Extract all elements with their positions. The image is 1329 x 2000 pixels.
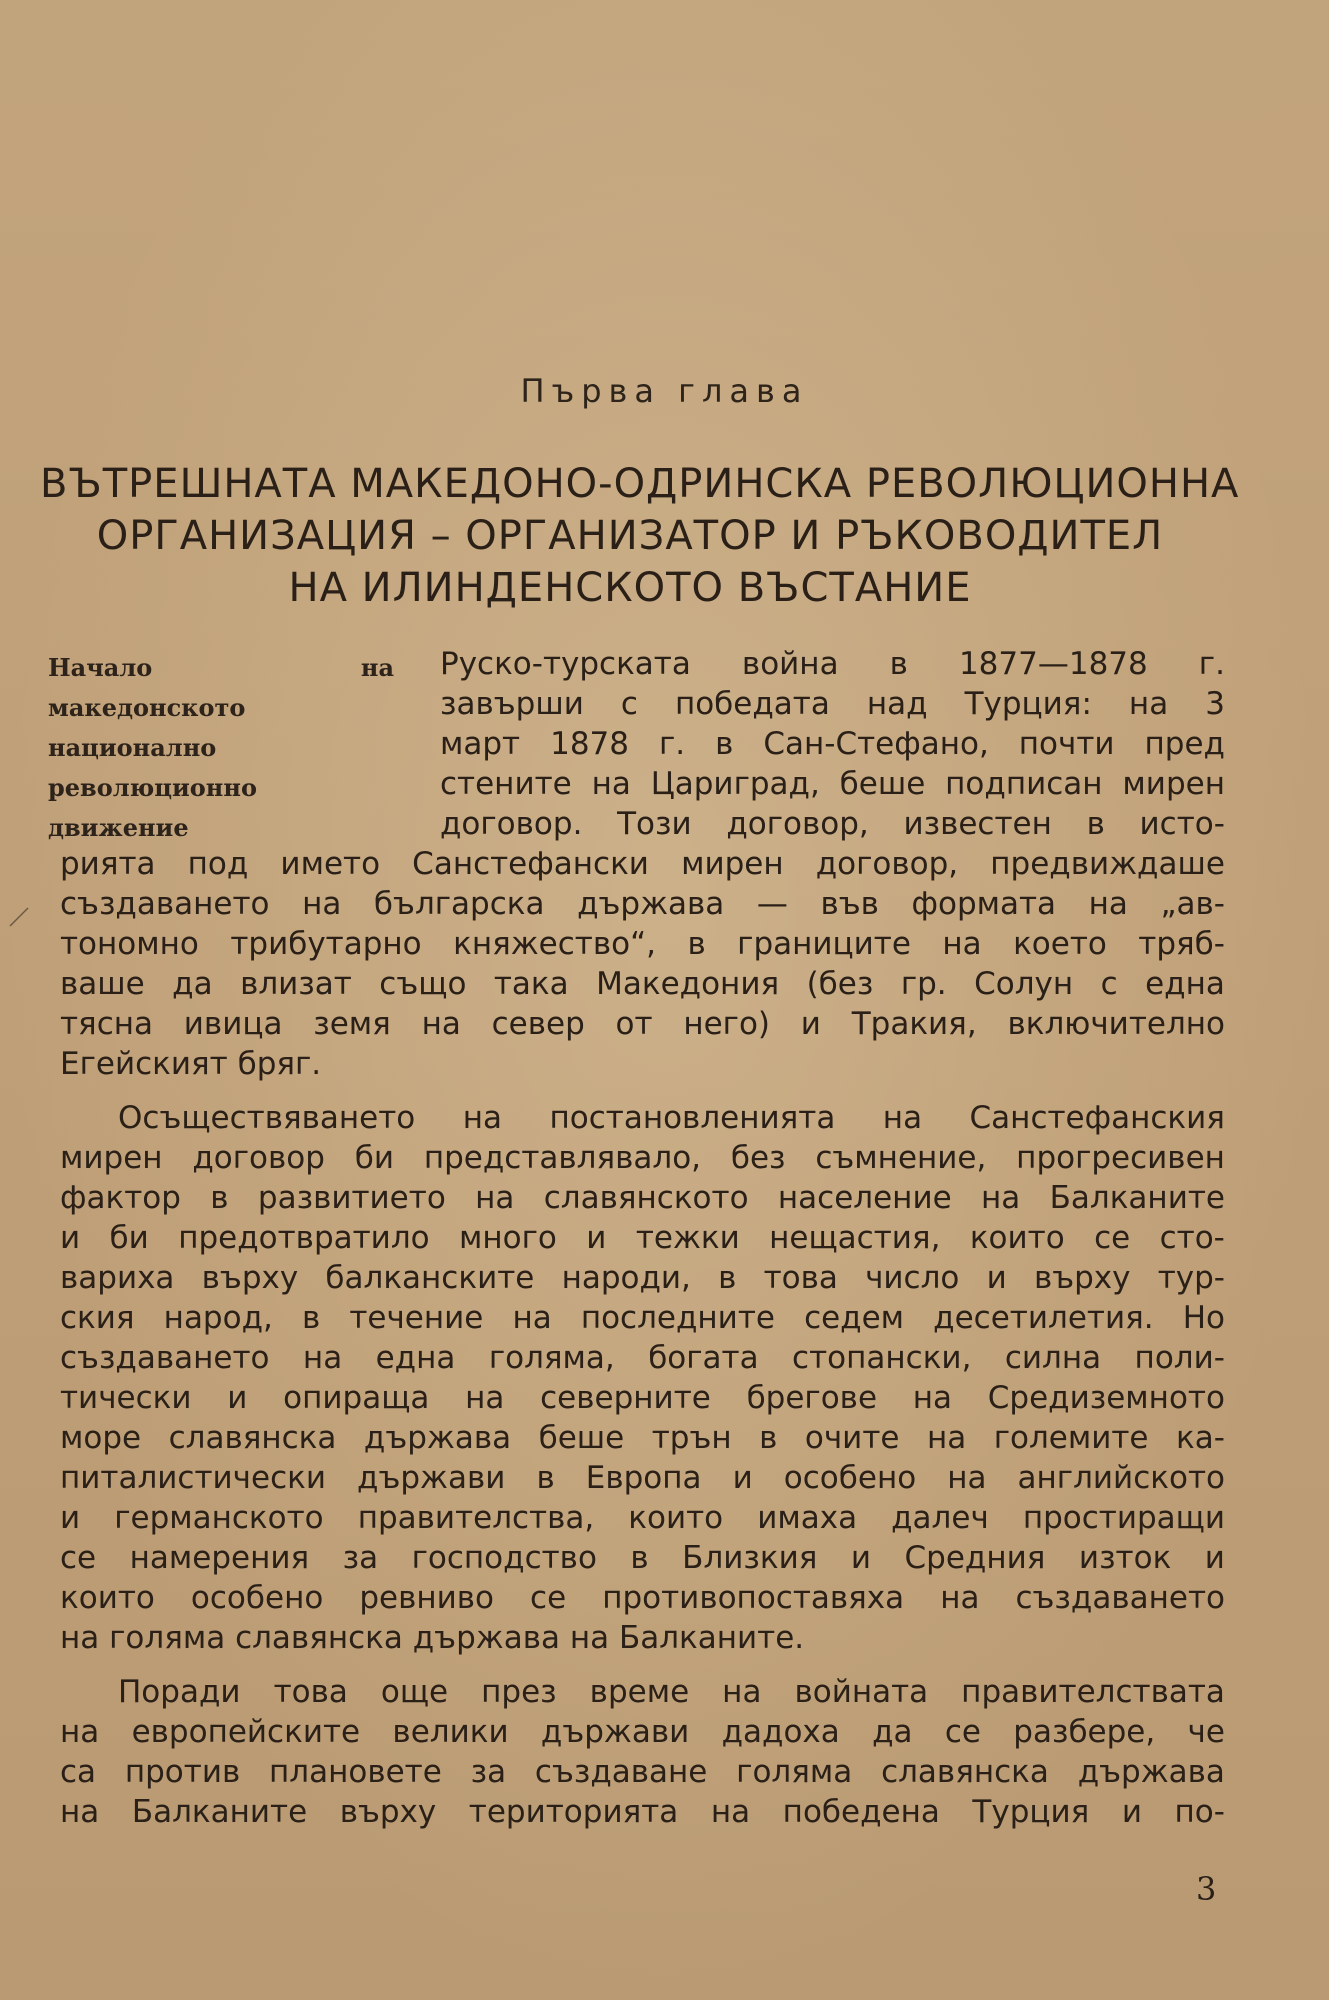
word: тряб- xyxy=(1138,926,1225,962)
text-line xyxy=(60,1420,1225,1456)
word: 1877—1878 xyxy=(958,646,1148,682)
word: разбере, xyxy=(1013,1714,1156,1750)
text-line xyxy=(60,1620,1225,1656)
word: на xyxy=(462,1100,503,1136)
word: на xyxy=(302,886,342,922)
word: народ, xyxy=(163,1300,273,1336)
text-line xyxy=(60,1180,1225,1216)
word: мирен xyxy=(1122,766,1225,802)
word: 3 xyxy=(1205,686,1225,722)
word: и xyxy=(732,1460,753,1496)
word: в xyxy=(630,1540,649,1576)
word: Санстефанския xyxy=(969,1100,1225,1136)
word: „ав- xyxy=(1160,886,1225,922)
word: тясна xyxy=(60,1006,154,1042)
word: с xyxy=(620,686,638,722)
text-line xyxy=(118,1100,1225,1136)
word: очите xyxy=(804,1420,900,1456)
word: Но xyxy=(1182,1300,1225,1336)
page-number: 3 xyxy=(1196,1870,1217,1908)
word: върху xyxy=(201,1260,299,1296)
word: на xyxy=(1128,686,1169,722)
word: държави xyxy=(540,1714,690,1750)
word: население xyxy=(777,1180,952,1216)
word: Средния xyxy=(904,1540,1046,1576)
word: една xyxy=(1145,966,1225,1002)
word: г. xyxy=(1198,646,1225,682)
word: на xyxy=(722,1674,762,1710)
text-line xyxy=(118,1674,1225,1710)
text-line xyxy=(60,1220,1225,1256)
word: на xyxy=(421,1006,461,1042)
word: плановете xyxy=(269,1754,442,1790)
word: в xyxy=(759,1420,778,1456)
word: които xyxy=(628,1500,724,1536)
word: Близкия xyxy=(682,1540,818,1576)
word: създаване xyxy=(534,1754,708,1790)
word: и xyxy=(800,1006,821,1042)
word: се xyxy=(944,1714,981,1750)
word: договор xyxy=(192,1140,325,1176)
chapter-title-line: НА ИЛИНДЕНСКОТО ВЪСТАНИЕ xyxy=(288,565,972,611)
word: на xyxy=(60,1794,100,1830)
word: последните xyxy=(580,1300,775,1336)
word: ваше xyxy=(60,966,145,1002)
word: мирен xyxy=(681,846,784,882)
word: предвиждаше xyxy=(990,846,1225,882)
word: в xyxy=(210,1180,229,1216)
word: на xyxy=(512,1300,552,1336)
chapter-title xyxy=(40,458,1240,614)
word: рията xyxy=(60,846,156,882)
word: на xyxy=(465,1380,505,1416)
word: върху xyxy=(339,1794,437,1830)
word: славянска xyxy=(881,1754,1049,1790)
text-line xyxy=(60,966,1225,1002)
word: договор, xyxy=(726,806,869,842)
word: Руско-турската xyxy=(440,646,691,682)
word: формата xyxy=(911,886,1057,922)
word: през xyxy=(481,1674,557,1710)
word: ревниво xyxy=(359,1580,495,1616)
word: пред xyxy=(1144,726,1225,762)
word: на xyxy=(882,1100,923,1136)
word: Осъществяването xyxy=(118,1100,416,1136)
word: на xyxy=(591,766,631,802)
word: стените xyxy=(440,766,572,802)
word: война xyxy=(741,646,839,682)
text-line xyxy=(60,1046,1225,1082)
word: така xyxy=(493,966,569,1002)
word: Средиземното xyxy=(987,1380,1225,1416)
word: правителствата xyxy=(961,1674,1225,1710)
text-line xyxy=(60,1500,1225,1536)
word: на xyxy=(475,1180,515,1216)
word: държава xyxy=(1077,1754,1225,1790)
word: завърши xyxy=(440,686,584,722)
chapter-title-line: ОРГАНИЗАЦИЯ – ОРГАНИЗАТОР И РЪКОВОДИТЕЛ xyxy=(96,513,1164,559)
word: и xyxy=(850,1540,872,1576)
word: това xyxy=(273,1674,348,1710)
word: ивица xyxy=(183,1006,283,1042)
word: да xyxy=(872,1714,913,1750)
word: стопански, xyxy=(792,1340,972,1376)
word: на xyxy=(60,1620,110,1656)
word: велики xyxy=(392,1714,509,1750)
word: на xyxy=(981,1180,1021,1216)
word: което xyxy=(1013,926,1107,962)
word: богата xyxy=(648,1340,759,1376)
word: на xyxy=(912,1380,953,1416)
word: гр. xyxy=(900,966,947,1002)
word: известен xyxy=(903,806,1052,842)
word: сто- xyxy=(1159,1220,1225,1256)
word: за xyxy=(470,1754,507,1790)
word: беше xyxy=(538,1420,625,1456)
word: Санстефански xyxy=(412,846,649,882)
chapter-label: Първа глава xyxy=(520,372,809,410)
word: голяма xyxy=(109,1620,236,1656)
word: особено xyxy=(783,1460,917,1496)
word: победата xyxy=(674,686,830,722)
word: английското xyxy=(1017,1460,1225,1496)
word: ския xyxy=(60,1300,135,1336)
text-line xyxy=(60,1260,1225,1296)
word: включително xyxy=(1007,1006,1225,1042)
word: ка- xyxy=(1175,1420,1225,1456)
word: влизат xyxy=(240,966,352,1002)
word: голяма, xyxy=(488,1340,615,1376)
word: правителства, xyxy=(357,1500,595,1536)
word: също xyxy=(379,966,467,1002)
word: които xyxy=(60,1580,155,1616)
text-line xyxy=(60,1754,1225,1790)
word: против xyxy=(124,1754,241,1790)
word: в xyxy=(301,1300,321,1336)
word: тически xyxy=(60,1380,192,1416)
word: за xyxy=(342,1540,379,1576)
word: Егейският xyxy=(60,1046,238,1082)
word: развитието xyxy=(257,1180,446,1216)
word: договор, xyxy=(815,846,959,882)
word: десетилетия. xyxy=(933,1300,1154,1336)
word: Поради xyxy=(118,1674,241,1710)
word: Сан-Стефано, xyxy=(763,726,989,762)
word: противопоставяха xyxy=(602,1580,905,1616)
word: под xyxy=(187,846,249,882)
text-line xyxy=(60,1714,1225,1750)
word: земя xyxy=(313,1006,391,1042)
word: март xyxy=(440,726,521,762)
word: Този xyxy=(617,806,692,842)
word: на xyxy=(60,1714,100,1750)
word: Тракия, xyxy=(851,1006,977,1042)
text-line xyxy=(60,1580,1225,1616)
word: една xyxy=(375,1340,456,1376)
marginal-note: Начало на македонското национално революционно движение xyxy=(48,653,394,842)
text-line xyxy=(60,1540,1225,1576)
word: изток xyxy=(1078,1540,1172,1576)
text-line xyxy=(440,806,1225,842)
word: на xyxy=(926,1420,967,1456)
word: особено xyxy=(190,1580,324,1616)
word: се xyxy=(60,1540,97,1576)
word: в xyxy=(718,1260,737,1296)
word: нещастия, xyxy=(769,1220,941,1256)
word: тежки xyxy=(635,1220,740,1256)
text-line xyxy=(60,1300,1225,1336)
pencil-mark-icon xyxy=(6,902,34,930)
word: предотвратило xyxy=(178,1220,430,1256)
word: г. xyxy=(658,726,686,762)
text-line xyxy=(440,726,1225,762)
word: големите xyxy=(993,1420,1149,1456)
word: седем xyxy=(804,1300,905,1336)
word: създаването xyxy=(60,886,270,922)
word: Солун xyxy=(974,966,1074,1002)
text-line xyxy=(60,1006,1225,1042)
word: с xyxy=(1100,966,1118,1002)
word: на xyxy=(710,1794,751,1830)
word: още xyxy=(380,1674,449,1710)
word: на xyxy=(947,1460,987,1496)
word: течение xyxy=(349,1300,484,1336)
word: народи, xyxy=(561,1260,691,1296)
word: договор. xyxy=(440,806,583,842)
word: на xyxy=(942,926,982,962)
text-line xyxy=(440,766,1225,802)
word: би xyxy=(109,1220,149,1256)
text-line xyxy=(60,886,1225,922)
word: в xyxy=(1086,806,1105,842)
word: Турция xyxy=(972,1794,1090,1830)
word: в xyxy=(687,926,706,962)
word: на xyxy=(302,1340,343,1376)
word: славянска xyxy=(235,1620,413,1656)
word: името xyxy=(280,846,381,882)
word: Балканите xyxy=(1049,1180,1225,1216)
word: европейските xyxy=(131,1714,361,1750)
word: брегове xyxy=(746,1380,878,1416)
word: в xyxy=(536,1460,555,1496)
word: във xyxy=(820,886,879,922)
word: тономно xyxy=(60,926,199,962)
word: върху xyxy=(1033,1260,1131,1296)
word: държава xyxy=(412,1620,570,1656)
word: територията xyxy=(468,1794,679,1830)
word: число xyxy=(865,1260,960,1296)
word: господство xyxy=(411,1540,597,1576)
word: северните xyxy=(540,1380,711,1416)
text-line xyxy=(60,1380,1225,1416)
word: прогресивен xyxy=(1016,1140,1225,1176)
word: време xyxy=(589,1674,690,1710)
word: балканските xyxy=(325,1260,535,1296)
word: исто- xyxy=(1139,806,1225,842)
word: имаха xyxy=(757,1500,858,1536)
word: границите xyxy=(737,926,911,962)
text-line xyxy=(440,646,1225,682)
word: 1878 xyxy=(550,726,629,762)
word: трън xyxy=(651,1420,732,1456)
word: вариха xyxy=(60,1260,175,1296)
word: на xyxy=(569,1620,619,1656)
word: поли- xyxy=(1134,1340,1225,1376)
word: и xyxy=(60,1500,81,1536)
word: създаването xyxy=(60,1340,270,1376)
word: и xyxy=(986,1260,1007,1296)
word: Балканите. xyxy=(618,1620,805,1656)
word: над xyxy=(866,686,928,722)
word: Европа xyxy=(585,1460,702,1496)
word: славянска xyxy=(168,1420,337,1456)
word: постановленията xyxy=(549,1100,836,1136)
word: и xyxy=(586,1220,607,1256)
word: държави xyxy=(357,1460,506,1496)
word: мирен xyxy=(60,1140,163,1176)
text-line xyxy=(60,1340,1225,1376)
word: в xyxy=(715,726,734,762)
text-line xyxy=(440,686,1225,722)
word: и xyxy=(1121,1794,1142,1830)
word: питалистически xyxy=(60,1460,326,1496)
word: от xyxy=(615,1006,653,1042)
word: без xyxy=(730,1140,786,1176)
word: голяма xyxy=(736,1754,853,1790)
word: Балканите xyxy=(131,1794,308,1830)
word: дадоха xyxy=(721,1714,840,1750)
word: войната xyxy=(794,1674,929,1710)
word: Цариград, xyxy=(650,766,820,802)
word: много xyxy=(459,1220,557,1256)
word: държава xyxy=(363,1420,512,1456)
word: него) xyxy=(683,1006,771,1042)
word: се xyxy=(530,1580,567,1616)
word: опираща xyxy=(283,1380,430,1416)
word: подписан xyxy=(945,766,1103,802)
text-line xyxy=(60,926,1225,962)
word: (без xyxy=(806,966,874,1002)
text-line xyxy=(60,1140,1225,1176)
word: са xyxy=(60,1754,97,1790)
word: в xyxy=(889,646,908,682)
text-line xyxy=(60,1794,1225,1830)
word: и xyxy=(227,1380,248,1416)
word: създаването xyxy=(1015,1580,1225,1616)
word: славянското xyxy=(543,1180,749,1216)
word: по- xyxy=(1174,1794,1225,1830)
word: на xyxy=(940,1580,980,1616)
word: германското xyxy=(114,1500,324,1536)
word: би xyxy=(354,1140,395,1176)
word: държава xyxy=(577,886,725,922)
word: далеч xyxy=(891,1500,989,1536)
word: намерения xyxy=(129,1540,310,1576)
word: които xyxy=(969,1220,1065,1256)
word: тур- xyxy=(1157,1260,1225,1296)
word: фактор xyxy=(60,1180,181,1216)
word: простиращи xyxy=(1022,1500,1225,1536)
word: бряг. xyxy=(237,1046,322,1082)
word: Турция: xyxy=(964,686,1092,722)
word: почти xyxy=(1018,726,1115,762)
word: това xyxy=(763,1260,838,1296)
word: да xyxy=(172,966,213,1002)
word: север xyxy=(491,1006,585,1042)
word: съмнение, xyxy=(815,1140,987,1176)
text-line xyxy=(60,846,1225,882)
word: — xyxy=(756,886,788,922)
word: княжество“, xyxy=(453,926,656,962)
word: беше xyxy=(839,766,926,802)
text-line xyxy=(60,1460,1225,1496)
word: трибутарно xyxy=(230,926,422,962)
word: представлявало, xyxy=(423,1140,702,1176)
word: и xyxy=(1204,1540,1225,1576)
word: Македония xyxy=(596,966,780,1002)
word: че xyxy=(1187,1714,1225,1750)
word: и xyxy=(60,1220,81,1256)
word: победена xyxy=(782,1794,940,1830)
word: силна xyxy=(1004,1340,1102,1376)
word: се xyxy=(1094,1220,1131,1256)
word: българска xyxy=(373,886,545,922)
word: на xyxy=(1088,886,1128,922)
chapter-title-line: ВЪТРЕШНАТА МАКЕДОНО-ОДРИНСКА РЕВОЛЮЦИОННА xyxy=(40,461,1240,507)
word: море xyxy=(60,1420,142,1456)
